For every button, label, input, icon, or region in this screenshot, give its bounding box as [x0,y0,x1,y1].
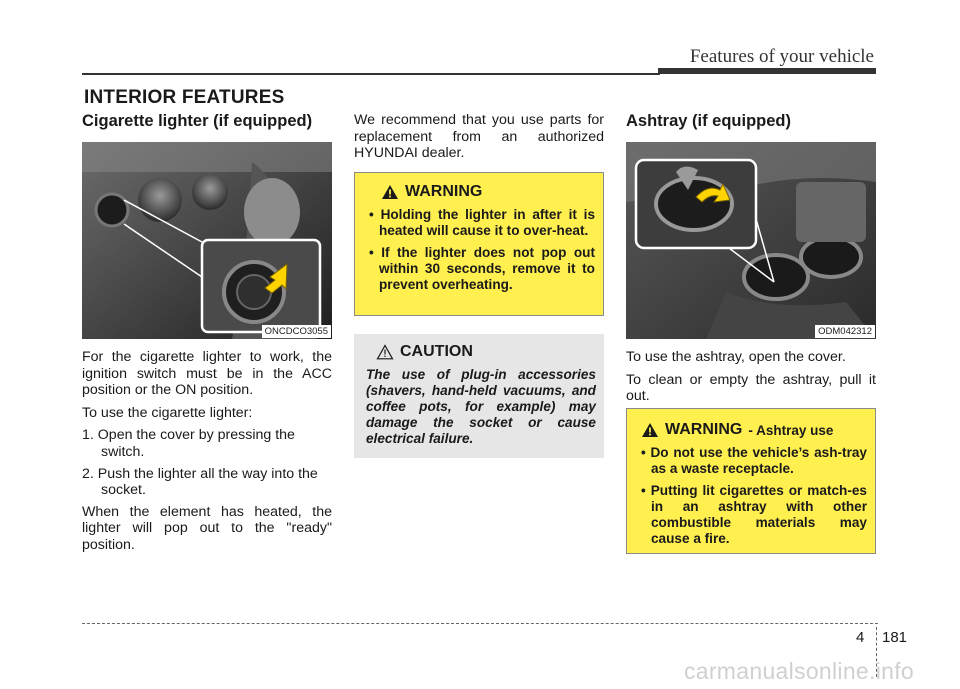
paragraph: We recommend that you use parts for replacement from an authorized HYUNDAI dealer. [354,112,604,162]
cigarette-lighter-column [82,112,332,560]
caution-box [354,334,604,458]
warning-bullet: • Putting lit cigarettes or match-es in an ashtray with other combustible materials may cause a fire. [641,483,867,546]
page-number: 181 [882,629,908,646]
caution-text: The use of plug-in accessories (shavers, hand-held vacuums, and coffee pots, for example) may damage the socket or cause electrical failure. [366,367,596,446]
paragraph: When the element has heated, the lighter will pop out to the "ready" position. [82,503,332,553]
warning-heading [365,183,595,201]
ashtray-warning-box [626,408,876,554]
warning-heading [637,421,867,439]
warning-bullet: • Holding the lighter in after it is heated will cause it to over-heat. [369,207,596,238]
caution-triangle-icon [376,344,394,360]
ashtray-column [626,112,876,411]
warning-title: WARNING [405,183,483,200]
step-item: 2. Push the lighter all the way into the socket. [82,465,318,499]
photo-caption: ONCDCO3055 [262,325,331,338]
watermark: carmanualsonline.info [683,658,914,684]
warning-title: WARNING [665,421,743,438]
middle-column [354,112,604,168]
warning-bullet: • Do not use the vehicle’s ash-tray as a waste receptacle. [641,445,867,476]
paragraph: To use the ashtray, open the cover. [626,349,846,365]
paragraph: To use the cigarette lighter: [82,404,253,421]
caution-title: CAUTION [400,343,473,360]
footer-rule [82,623,878,624]
header-rule [82,73,660,75]
header-rule-bar [658,68,876,74]
warning-subtitle: - Ashtray use [748,422,834,438]
section-title: INTERIOR FEATURES [84,87,285,108]
cigarette-lighter-photo [82,142,332,339]
chapter-number: 4 [856,629,865,646]
cigarette-lighter-title: Cigarette lighter (if equipped) [82,112,313,130]
step-item: 1. Open the cover by pressing the switch. [82,427,295,460]
paragraph: To clean or empty the ashtray, pull it out. [626,371,876,405]
caution-heading [366,343,596,361]
photo-caption: ODM042312 [815,325,875,338]
warning-triangle-icon [641,422,659,438]
warning-bullet: • If the lighter does not pop out within 30 seconds, remove it to prevent overheating. [369,245,595,292]
ashtray-photo [626,142,876,339]
warning-triangle-icon [381,184,399,200]
lighter-warning-box [354,172,604,316]
header-title: Features of your vehicle [689,46,874,67]
paragraph: For the cigarette lighter to work, the ignition switch must be in the ACC position or the ON position. [82,349,332,399]
ashtray-title: Ashtray (if equipped) [626,112,792,130]
